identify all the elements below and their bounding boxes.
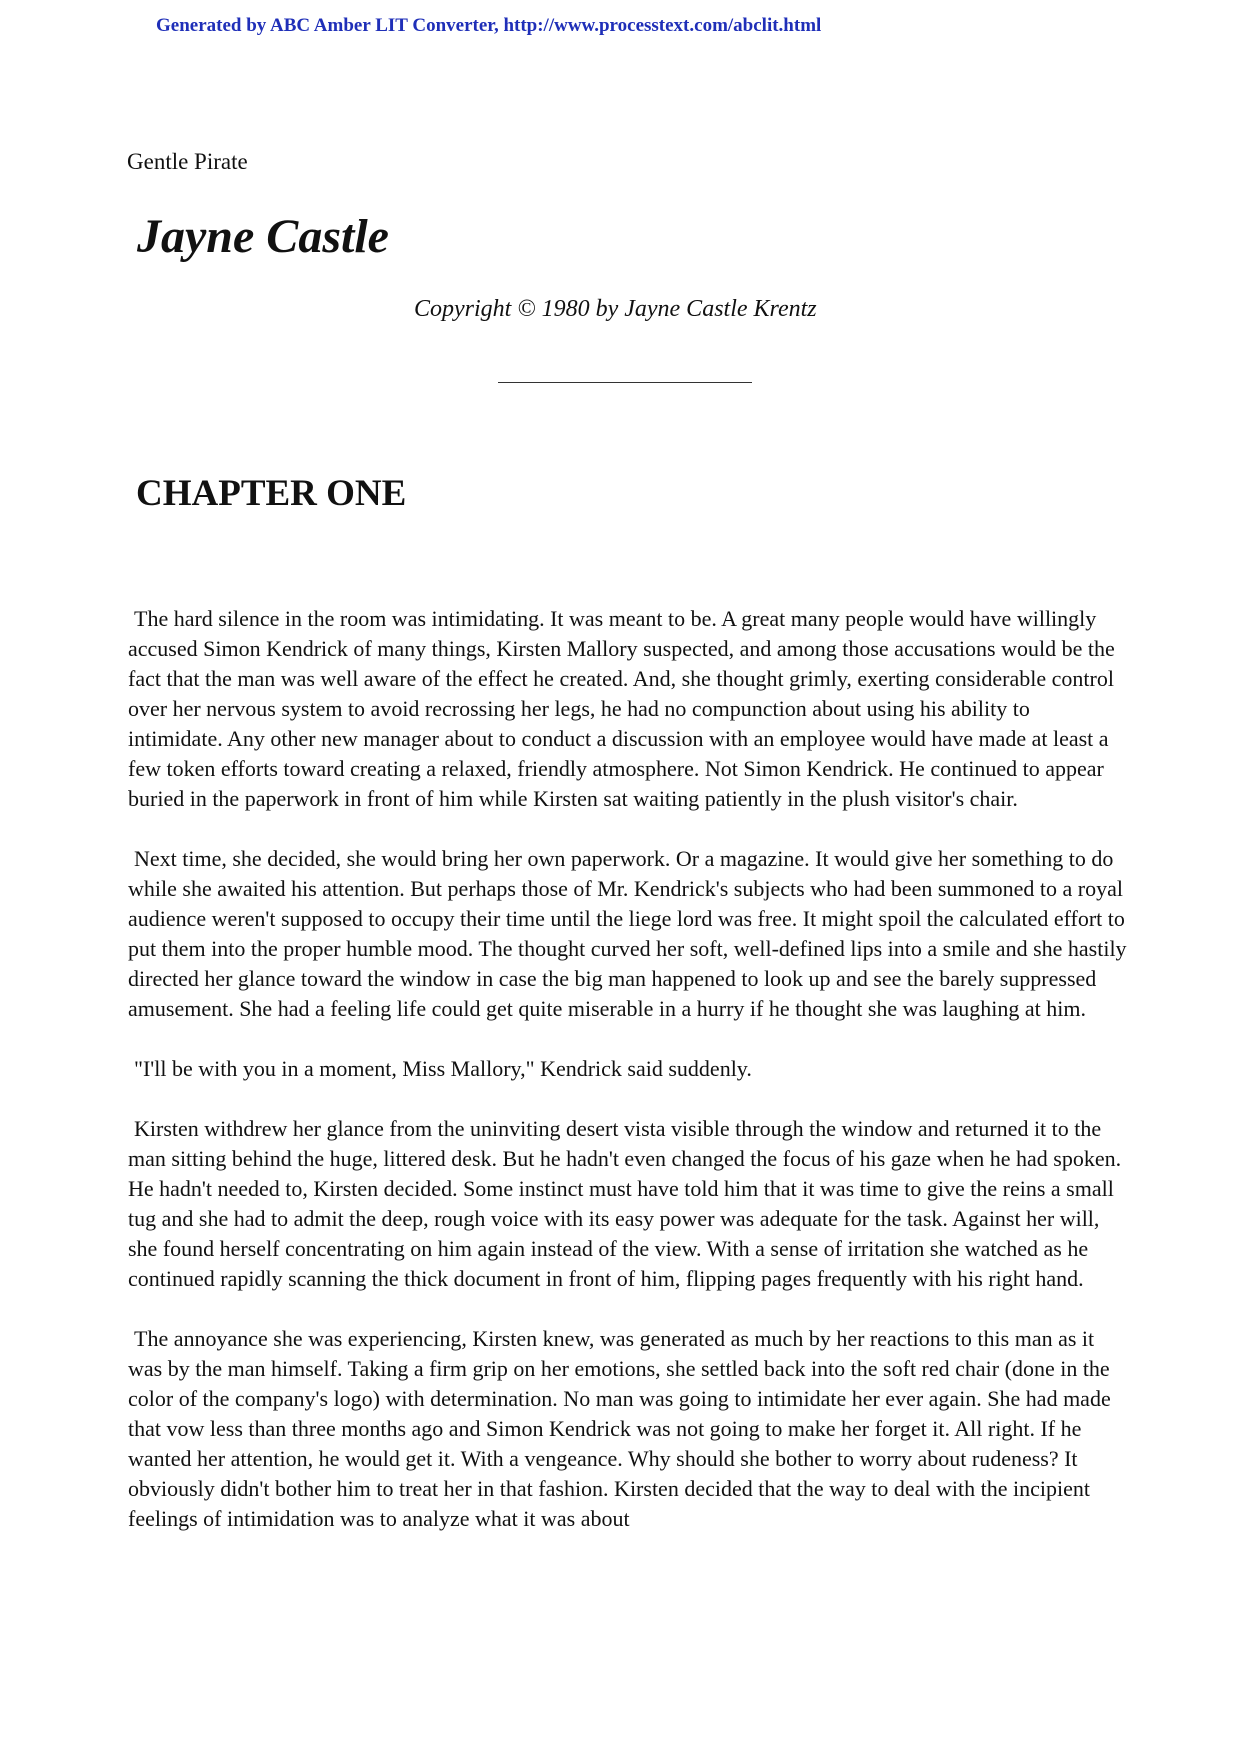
paragraph: Kirsten withdrew her glance from the uninviting desert vista visible through the window and returned it to the man sitting behind the huge, littered desk. But he hadn't even changed the focus of his gaze when he had spoken. He hadn't needed to, Kirsten decided. Some instinct must have told him that it was time to give the reins a small tug and she had to admit the deep, rough voice with its easy power was adequate for the task. Against her will, she found herself concentrating on him again instead of the view. With a sense of irritation she watched as he continued rapidly scanning the thick document in front of him, flipping pages frequently with his right hand.	[128, 1116, 1122, 1291]
converter-banner-link[interactable]: Generated by ABC Amber LIT Converter, http://www.processtext.com/abclit.html	[156, 15, 822, 36]
paragraph: The annoyance she was experiencing, Kirsten knew, was generated as much by her reactions to this man as it was by the man himself. Taking a firm grip on her emotions, she settled back into the soft red chair (done in the color of the company's logo) with determination. No man was going to intimidate her ever again. She had made that vow less than three months ago and Simon Kendrick was not going to make her forget it. All right. If he wanted her attention, he would get it. With a vengeance. Why should she bother to worry about rudeness? It obviously didn't bother him to treat her in that fashion. Kirsten decided that the way to deal with the incipient feelings of intimidation was to analyze what it was about	[128, 1326, 1111, 1531]
paragraph: "I'll be with you in a moment, Miss Mallory," Kendrick said suddenly.	[134, 1056, 752, 1081]
author-name: Jayne Castle	[137, 210, 389, 263]
book-title: Gentle Pirate	[127, 149, 248, 174]
paragraph: Next time, she decided, she would bring her own paperwork. Or a magazine. It would give her something to do while she awaited his attention. But perhaps those of Mr. Kendrick's subjects who had been summoned to a royal audience weren't supposed to occupy their time until the liege lord was free. It might spoil the calculated effort to put them into the proper humble mood. The thought curved her soft, well-defined lips into a smile and she hastily directed her glance toward the window in case the big man happened to look up and see the barely suppressed amusement. She had a feeling life could get quite miserable in a hurry if he thought she was laughing at him.	[128, 846, 1127, 1021]
chapter-heading: CHAPTER ONE	[136, 473, 407, 514]
section-divider	[498, 382, 752, 383]
copyright-notice: Copyright © 1980 by Jayne Castle Krentz	[414, 296, 817, 322]
converter-banner	[156, 14, 821, 38]
paragraph: The hard silence in the room was intimidating. It was meant to be. A great many people would have willingly accused Simon Kendrick of many things, Kirsten Mallory suspected, and among those accusations would be the fact that the man was well aware of the effect he created. And, she thought grimly, exerting considerable control over her nervous system to avoid recrossing her legs, he had no compunction about using his ability to intimidate. Any other new manager about to conduct a discussion with an employee would have made at least a few token efforts toward creating a relaxed, friendly atmosphere. Not Simon Kendrick. He continued to appear buried in the paperwork in front of him while Kirsten sat waiting patiently in the plush visitor's chair.	[128, 606, 1115, 811]
chapter-body	[128, 604, 1128, 1564]
